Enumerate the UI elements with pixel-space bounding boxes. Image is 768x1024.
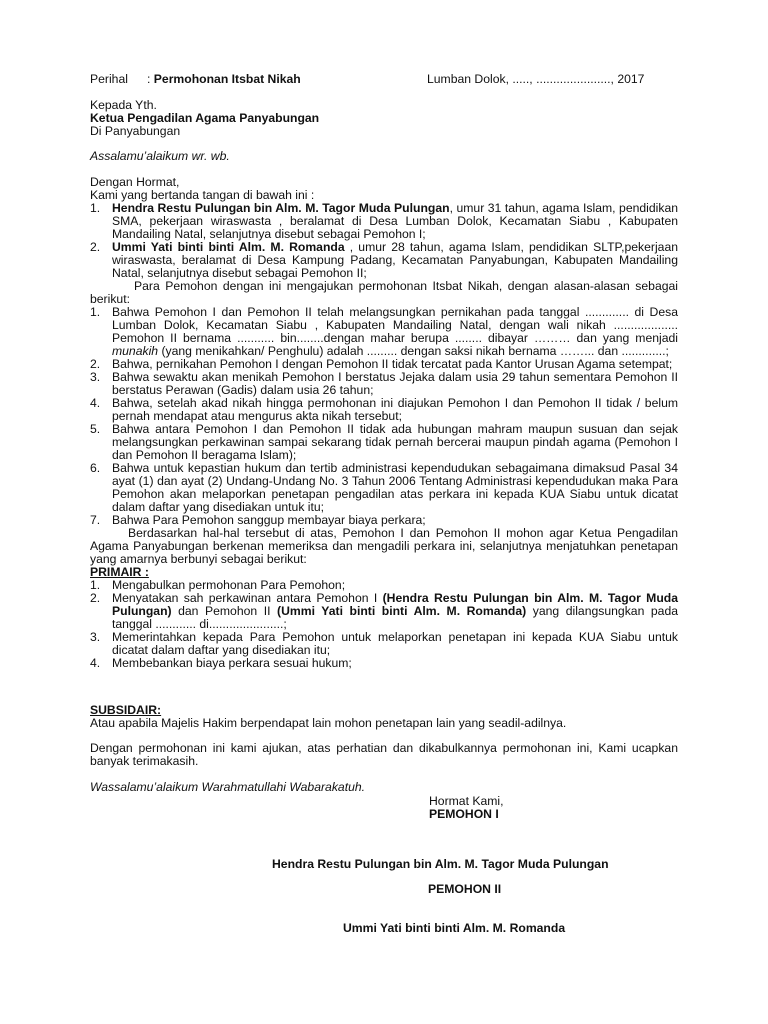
primair-item bbox=[90, 657, 678, 670]
opening-line-1: Dengan Hormat, bbox=[90, 175, 180, 189]
primair-text: Memerintahkan kepada Para Pemohon untuk melaporkan penetapan ini kepada KUA Siabu untuk dicatat dalam daftar yang disediakan itu; bbox=[112, 630, 678, 657]
reason-item bbox=[90, 306, 678, 358]
primair-text: Menyatakan sah perkawinan antara Pemohon I bbox=[112, 591, 383, 605]
applicant-details: , umur 28 tahun, agama Islam, pendidikan SLTP,pekerjaan wiraswasta, beralamat di Desa Kampung Padang, Kecamatan Panyabungan, Kabupaten Mandailing Natal, selanjutnya disebut sebagai Pemohon II; bbox=[112, 240, 679, 280]
applicant-item bbox=[90, 241, 678, 280]
signature-name-1: Hendra Restu Pulungan bin Alm. M. Tagor Muda Pulungan bbox=[272, 857, 609, 871]
opening-line-2: Kami yang bertanda tangan di bawah ini : bbox=[90, 188, 315, 202]
subject-label: Perihal bbox=[90, 72, 128, 86]
closing-paragraph: Dengan permohonan ini kami ajukan, atas perhatian dan dikabulkannya permohonan ini, Kami ucapkan banyak terimakasih. bbox=[90, 741, 678, 768]
place-date: Lumban Dolok, ....., ......................, 2017 bbox=[427, 72, 645, 86]
reasons-intro: Para Pemohon dengan ini mengajukan permohonan Itsbat Nikah, dengan alasan-alasan sebagai berikut: bbox=[90, 279, 678, 306]
primair-text: Membebankan biaya perkara sesuai hukum; bbox=[112, 656, 352, 670]
greeting: Assalamu’alaikum wr. wb. bbox=[90, 149, 230, 163]
reason-item bbox=[90, 462, 678, 514]
reason-item bbox=[90, 423, 678, 462]
reason-text: Bahwa sewaktu akan menikah Pemohon I berstatus Jejaka dalam usia 29 tahun sementara Pemohon II berstatus Perawan (Gadis) dalam usia 26 tahun; bbox=[112, 370, 678, 397]
applicant-number: 1. bbox=[90, 201, 101, 215]
signature-name-2: Ummi Yati binti binti Alm. M. Romanda bbox=[343, 921, 566, 935]
primair-item bbox=[90, 592, 678, 631]
signature-role-1: PEMOHON I bbox=[429, 807, 499, 821]
reason-text: Bahwa antara Pemohon I dan Pemohon II tidak ada hubungan mahram maupun susuan dan sejak melangsungkan perkawinan sampai sekarang tidak pernah bercerai maupun pindah agama (Pemohon I dan Pemohon II beragama Islam); bbox=[112, 422, 678, 462]
subject-value: Permohonan Itsbat Nikah bbox=[153, 72, 301, 86]
reason-number: 7. bbox=[90, 513, 101, 527]
primair-bold-name-1: (Hendra Restu Pulungan bin Alm. M. Tagor Muda Pulungan) bbox=[112, 591, 679, 618]
reason-number: 2. bbox=[90, 357, 101, 371]
farewell: Wassalamu’alaikum Warahmatullahi Wabarakatuh. bbox=[90, 780, 366, 794]
signature-role-2: PEMOHON II bbox=[428, 882, 502, 896]
primair-number: 3. bbox=[90, 630, 101, 644]
reason-item bbox=[90, 514, 678, 527]
primair-number: 1. bbox=[90, 578, 101, 592]
reason-item bbox=[90, 371, 678, 397]
subsidair-block bbox=[90, 704, 678, 730]
reason-number: 3. bbox=[90, 370, 101, 384]
reason-text: Bahwa untuk kepastian hukum dan tertib administrasi kependudukan sebagaimana dimaksud Pasal 34 ayat (1) dan ayat (2) Undang-Undang No. 3 Tahun 2006 Tentang Administrasi kependudukan maka Para Pemohon akan melaporkan penetapan pengadilan atas perkara ini kepada KUA Siabu untuk dicatat dalam daftar yang disediakan untuk itu; bbox=[112, 461, 678, 514]
reason-number: 4. bbox=[90, 396, 101, 410]
primair-text-end: yang dilangsungkan pada tanggal ............ di......................; bbox=[112, 604, 678, 631]
applicant-number: 2. bbox=[90, 240, 101, 254]
subsidair-title: SUBSIDAIR: bbox=[90, 703, 162, 717]
reason-text: Bahwa, pernikahan Pemohon I dengan Pemohon II tidak tercatat pada Kantor Urusan Agama setempat; bbox=[112, 357, 673, 371]
signature-regards: Hormat Kami, bbox=[429, 794, 504, 808]
reason-number: 1. bbox=[90, 305, 101, 319]
conclusion-paragraph: Berdasarkan hal-hal tersebut di atas, Pemohon I dan Pemohon II mohon agar Ketua Pengadilan Agama Panyabungan berkenan memeriksa dan mengadili perkara ini, selanjutnya menjatuhkan penetapan yang amarnya berbunyi sebagai berikut: bbox=[90, 526, 678, 566]
primair-text: Mengabulkan permohonan Para Pemohon; bbox=[112, 578, 346, 592]
applicant-name: Ummi Yati binti binti Alm. M. Romanda bbox=[112, 240, 345, 254]
recipient-block bbox=[90, 99, 678, 138]
reason-text: Bahwa Para Pemohon sanggup membayar biaya perkara; bbox=[112, 513, 426, 527]
recipient-line-3: Di Panyabungan bbox=[90, 124, 181, 138]
primair-text-mid: dan Pemohon II bbox=[171, 604, 278, 618]
reason-item bbox=[90, 397, 678, 423]
recipient-line-1: Kepada Yth. bbox=[90, 98, 157, 112]
reason-text: Bahwa, setelah akad nikah hingga permohonan ini diajukan Pemohon I dan Pemohon II tidak / belum pernah mendapat atau mengurus akta nikah tersebut; bbox=[112, 396, 678, 423]
primair-number: 2. bbox=[90, 591, 101, 605]
reason-number: 6. bbox=[90, 461, 101, 475]
primair-title: PRIMAIR : bbox=[90, 565, 149, 579]
primair-item bbox=[90, 631, 678, 657]
applicant-details: , umur 31 tahun, agama Islam, pendidikan SMA, pekerjaan wiraswasta , beralamat di Desa Lumban Dolok, Kecamatan Siabu , Kabupaten Mandailing Natal, selanjutnya disebut sebagai Pemohon I; bbox=[112, 201, 679, 241]
subject-colon: : bbox=[147, 72, 151, 86]
primair-number: 4. bbox=[90, 656, 101, 670]
opening-block bbox=[90, 176, 678, 670]
reason-italic-term: munakih bbox=[112, 344, 159, 358]
reason-text: Bahwa Pemohon I dan Pemohon II telah melangsungkan pernikahan pada tanggal ............. di Desa Lumban Dolok, Kecamatan Siabu , Kabupaten Mandailing Natal, dengan wali nikah ................... Pemohon II bernama ........... bin........dengan mahar berupa ........ dibayar ……… dan yang menjadi bbox=[112, 305, 678, 345]
reason-number: 5. bbox=[90, 422, 101, 436]
recipient-line-2: Ketua Pengadilan Agama Panyabungan bbox=[90, 111, 320, 125]
applicant-item bbox=[90, 202, 678, 241]
subject-line bbox=[147, 73, 301, 86]
subsidair-text: Atau apabila Majelis Hakim berpendapat lain mohon penetapan lain yang seadil-adilnya. bbox=[90, 716, 567, 730]
letter-header bbox=[90, 73, 678, 86]
primair-bold-name-2: (Ummi Yati binti binti Alm. M. Romanda) bbox=[277, 604, 527, 618]
applicant-name: Hendra Restu Pulungan bin Alm. M. Tagor Muda Pulungan bbox=[112, 201, 450, 215]
reason-text-end: (yang menikahkan/ Penghulu) adalah ......... dengan saksi nikah bernama ……... dan .............; bbox=[158, 344, 669, 358]
